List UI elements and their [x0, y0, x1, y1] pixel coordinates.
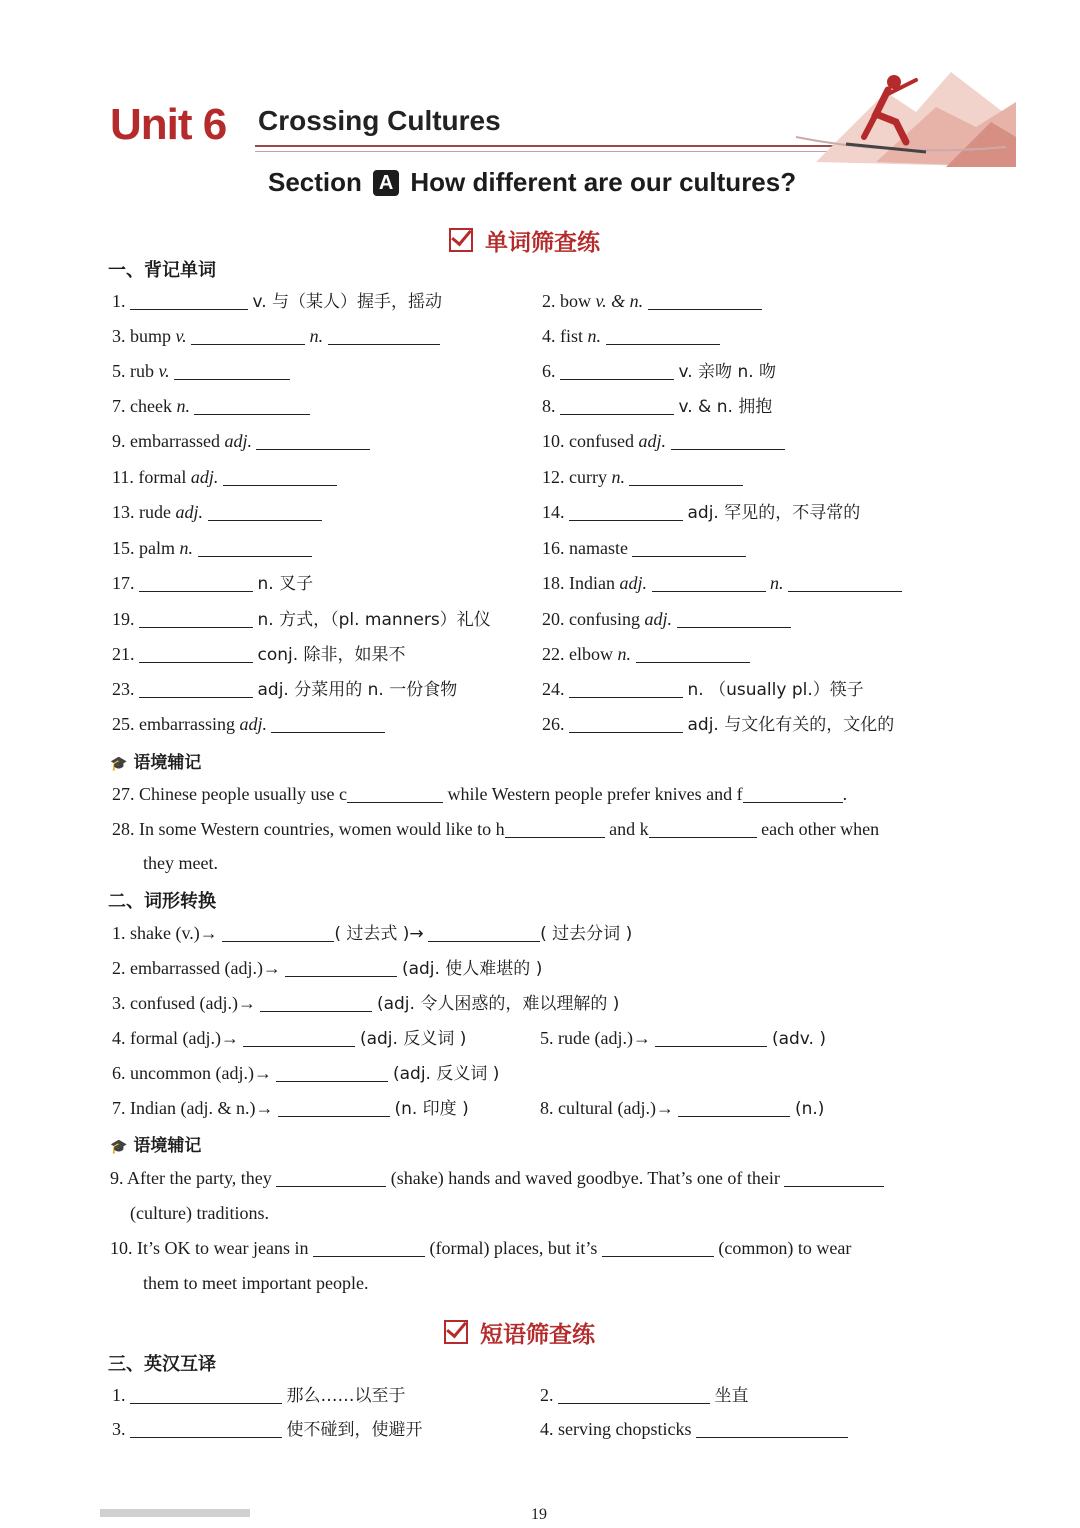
answer-blank[interactable] [569, 679, 683, 698]
item-word: elbow [569, 644, 613, 664]
answer-blank[interactable] [174, 361, 290, 380]
sentence-text: 28. In some Western countries, women would like to h [112, 819, 505, 839]
item-word: confusing [569, 609, 640, 629]
context-heading-2 [110, 1131, 201, 1156]
item-number: 18. [542, 573, 565, 593]
sentence-text: 27. Chinese people usually use c [112, 784, 347, 804]
item-word: rub [130, 361, 154, 381]
item-number: 9. [112, 431, 126, 451]
item-number: 2. [540, 1385, 554, 1405]
vocab-item-5 [112, 360, 290, 382]
answer-blank[interactable] [139, 679, 253, 698]
vocab-item-1 [112, 290, 442, 313]
item-number: 3. [112, 1419, 126, 1439]
answer-blank[interactable] [313, 1238, 425, 1257]
item-number: 13. [112, 502, 135, 522]
sentence-text: 10. It’s OK to wear jeans in [110, 1238, 309, 1258]
vocab-item-2 [542, 290, 762, 312]
transform-source: 3. confused (adj.)→ [112, 993, 256, 1013]
answer-blank[interactable] [222, 923, 334, 942]
answer-blank[interactable] [276, 1063, 388, 1082]
transform-row-6 [112, 1062, 499, 1085]
answer-blank[interactable] [560, 361, 674, 380]
part3-heading: 三、英汉互译 [108, 1354, 216, 1375]
transform-row-3 [112, 992, 619, 1015]
translate-item-2 [540, 1384, 749, 1407]
words-banner [449, 224, 600, 257]
transform-hint: (adj. 反义词 ) [392, 1064, 500, 1084]
item-pos: adj. [224, 431, 252, 451]
item-word: fist [560, 326, 584, 346]
answer-blank[interactable] [208, 502, 322, 521]
item-meaning: conj. 除非，如果不 [257, 645, 406, 665]
part1-heading: 一、背记单词 [108, 260, 216, 281]
answer-blank[interactable] [569, 714, 683, 733]
vocab-item-3 [112, 325, 440, 347]
item-word: bump [130, 326, 172, 346]
item-meaning: n. 叉子 [257, 574, 314, 594]
answer-blank[interactable] [130, 1385, 282, 1404]
vocab-item-4 [542, 325, 720, 347]
checkbox-icon [444, 1320, 468, 1344]
checkbox-icon [449, 228, 473, 252]
item-number: 22. [542, 644, 565, 664]
transform-row-5 [540, 1027, 826, 1050]
page-number: 19 [531, 1506, 547, 1523]
item-pos: n. [770, 573, 784, 593]
transform-source: 5. rude (adj.)→ [540, 1028, 651, 1048]
transform-source: 4. formal (adj.)→ [112, 1028, 239, 1048]
translate-item-3 [112, 1418, 423, 1441]
answer-blank[interactable] [649, 819, 757, 838]
answer-blank[interactable] [560, 396, 674, 415]
sentence-10 [110, 1237, 851, 1259]
item-number: 11. [112, 467, 134, 487]
item-word: confused [569, 431, 634, 451]
item-number: 5. [112, 361, 126, 381]
transform-source: 1. shake (v.)→ [112, 923, 218, 943]
vocab-item-8 [542, 395, 772, 418]
item-meaning: 使不碰到，使避开 [286, 1420, 423, 1440]
answer-blank[interactable] [677, 609, 791, 628]
item-number: 17. [112, 573, 135, 593]
answer-blank[interactable] [696, 1419, 848, 1438]
answer-blank[interactable] [558, 1385, 710, 1404]
item-number: 1. [112, 291, 126, 311]
vocab-item-10 [542, 430, 785, 452]
item-pos: n. [617, 644, 631, 664]
vocab-item-11 [112, 466, 337, 488]
context-heading-1 [110, 748, 201, 773]
item-meaning: adj. 分菜用的 n. 一份食物 [257, 680, 458, 700]
section-word: Section [268, 167, 362, 197]
item-meaning: v. 亲吻 n. 吻 [678, 362, 777, 382]
answer-blank[interactable] [602, 1238, 714, 1257]
item-pos: adj. [619, 573, 647, 593]
item-meaning: v. & n. 拥抱 [678, 397, 773, 417]
sentence-text: 9. After the party, they [110, 1168, 272, 1188]
item-number: 10. [542, 431, 565, 451]
vocab-item-18 [542, 572, 902, 594]
item-number: 8. [542, 396, 556, 416]
vocab-item-26 [542, 713, 894, 736]
item-word: formal [138, 467, 187, 487]
item-meaning: 那么……以至于 [286, 1386, 406, 1406]
item-pos: adj. [239, 714, 267, 734]
item-pos: n. [587, 326, 602, 346]
section-title [268, 167, 796, 198]
item-meaning: 坐直 [714, 1386, 749, 1406]
transform-source: 2. embarrassed (adj.)→ [112, 958, 281, 978]
sentence-28 [112, 818, 879, 840]
answer-blank[interactable] [198, 538, 312, 557]
transform-row-1 [112, 922, 632, 945]
vocab-item-12 [542, 466, 743, 488]
item-pos: v. [158, 361, 170, 381]
transform-source: 7. Indian (adj. & n.)→ [112, 1098, 274, 1118]
vocab-item-22 [542, 643, 750, 665]
transform-hint: (n. 印度 ) [394, 1099, 469, 1119]
item-number: 7. [112, 396, 126, 416]
item-pos: adj. [644, 609, 673, 629]
sentence-10-continued: them to meet important people. [143, 1273, 369, 1293]
item-number: 3. [112, 326, 126, 346]
item-word: bow [560, 291, 591, 311]
item-number: 12. [542, 467, 565, 487]
answer-blank[interactable] [743, 784, 843, 803]
item-number: 14. [542, 502, 565, 522]
answer-blank[interactable] [223, 467, 337, 486]
transform-source: 8. cultural (adj.)→ [540, 1098, 674, 1118]
sentence-text: while Western people prefer knives and f [447, 784, 743, 804]
item-number: 19. [112, 609, 135, 629]
vocab-item-15 [112, 537, 312, 559]
item-meaning: adj. 与文化有关的，文化的 [687, 715, 895, 735]
sentence-text: (formal) places, but it’s [429, 1238, 598, 1258]
vocab-item-25 [112, 713, 385, 735]
sentence-28-continued: they meet. [143, 853, 218, 873]
vocab-item-6 [542, 360, 776, 383]
item-pos: v. [175, 326, 187, 346]
answer-blank[interactable] [678, 1098, 790, 1117]
sentence-text: . [842, 784, 848, 804]
answer-blank[interactable] [191, 326, 305, 345]
item-word: palm [139, 538, 175, 558]
item-word: rude [139, 502, 171, 522]
item-number: 20. [542, 609, 565, 629]
item-meaning: adj. 罕见的，不寻常的 [687, 503, 861, 523]
answer-blank[interactable] [260, 993, 372, 1012]
answer-blank[interactable] [285, 958, 397, 977]
item-number: 4. [542, 326, 556, 346]
context-heading-label: 语境辅记 [133, 753, 202, 773]
answer-blank[interactable] [243, 1028, 355, 1047]
transform-source: 6. uncommon (adj.)→ [112, 1063, 272, 1083]
answer-blank[interactable] [328, 326, 440, 345]
graduation-cap-icon: 🎓 [110, 1139, 128, 1155]
answer-blank[interactable] [276, 1168, 386, 1187]
words-banner-label: 单词筛查练 [485, 230, 600, 256]
answer-blank[interactable] [130, 1419, 282, 1438]
unit-title: Crossing Cultures [258, 105, 501, 136]
transform-row-7 [112, 1097, 469, 1120]
item-meaning: n. （usually pl.）筷子 [687, 680, 864, 700]
item-pos: adj. [638, 431, 666, 451]
skier-illustration-icon [776, 52, 1016, 177]
item-pos: n. [611, 467, 625, 487]
answer-blank[interactable] [788, 573, 902, 592]
item-number: 24. [542, 679, 565, 699]
answer-blank[interactable] [569, 502, 683, 521]
answer-blank[interactable] [139, 644, 253, 663]
item-word: embarrassed [130, 431, 220, 451]
item-meaning: v. 与（某人）握手，摇动 [252, 292, 443, 312]
item-pos: adj. [190, 467, 219, 487]
vocab-item-16 [542, 537, 746, 559]
item-word: serving chopsticks [558, 1419, 692, 1439]
transform-hint: (n.) [794, 1099, 825, 1119]
translate-item-4 [540, 1418, 848, 1440]
sentence-9 [110, 1167, 884, 1189]
answer-blank[interactable] [648, 291, 762, 310]
transform-hint: (adj. 令人困惑的，难以理解的 ) [376, 994, 620, 1014]
translate-item-1 [112, 1384, 406, 1407]
sentence-27 [112, 783, 847, 805]
answer-blank[interactable] [636, 644, 750, 663]
item-number: 23. [112, 679, 135, 699]
sentence-text: each other when [761, 819, 880, 839]
answer-blank[interactable] [139, 609, 253, 628]
answer-blank[interactable] [632, 538, 746, 557]
answer-blank[interactable] [784, 1168, 884, 1187]
watermark-scribble-icon [100, 1506, 250, 1520]
vocab-item-7 [112, 395, 310, 417]
item-word: cheek [130, 396, 172, 416]
sentence-text: (common) to wear [718, 1238, 852, 1258]
item-word: namaste [569, 538, 628, 558]
vocab-item-14 [542, 501, 860, 524]
answer-blank[interactable] [130, 291, 248, 310]
item-number: 25. [112, 714, 135, 734]
answer-blank[interactable] [629, 467, 743, 486]
section-badge: A [373, 170, 399, 196]
transform-row-8 [540, 1097, 824, 1120]
item-pos: adj. [175, 502, 203, 522]
item-number: 6. [542, 361, 556, 381]
answer-blank[interactable] [256, 431, 370, 450]
transform-hint: (adv. ) [771, 1029, 826, 1049]
vocab-item-21 [112, 643, 406, 666]
answer-blank[interactable] [347, 784, 443, 803]
item-meaning: n. 方式，（pl. manners）礼仪 [257, 610, 491, 630]
item-number: 4. [540, 1419, 554, 1439]
vocab-item-23 [112, 678, 457, 701]
sentence-text: and k [609, 819, 649, 839]
vocab-item-19 [112, 608, 491, 631]
transform-row-4 [112, 1027, 466, 1050]
answer-blank[interactable] [652, 573, 766, 592]
answer-blank[interactable] [194, 396, 310, 415]
item-number: 21. [112, 644, 135, 664]
transform-hint: ( 过去式 )→ [334, 924, 424, 944]
sentence-9-continued: (culture) traditions. [130, 1203, 269, 1223]
answer-blank[interactable] [505, 819, 605, 838]
part2-heading: 二、词形转换 [108, 891, 216, 912]
item-pos: n. [176, 396, 190, 416]
unit-number: Unit 6 [110, 100, 227, 149]
item-word: Indian [569, 573, 615, 593]
vocab-item-17 [112, 572, 313, 595]
answer-blank[interactable] [139, 573, 253, 592]
item-pos: n. [179, 538, 193, 558]
answer-blank[interactable] [278, 1098, 390, 1117]
item-number: 2. [542, 291, 556, 311]
answer-blank[interactable] [428, 923, 540, 942]
sentence-text: (shake) hands and waved goodbye. That’s one of their [390, 1168, 780, 1188]
item-number: 1. [112, 1385, 126, 1405]
item-pos: v. & n. [595, 291, 644, 311]
answer-blank[interactable] [606, 326, 720, 345]
transform-row-2 [112, 957, 542, 980]
item-number: 26. [542, 714, 565, 734]
phrases-banner [444, 1316, 595, 1349]
item-pos: n. [309, 326, 324, 346]
vocab-item-24 [542, 678, 864, 701]
graduation-cap-icon: 🎓 [110, 756, 128, 772]
answer-blank[interactable] [271, 714, 385, 733]
answer-blank[interactable] [671, 431, 785, 450]
vocab-item-9 [112, 430, 370, 452]
vocab-item-13 [112, 501, 322, 523]
transform-hint: (adj. 反义词 ) [359, 1029, 467, 1049]
vocab-item-20 [542, 608, 791, 630]
transform-hint: (adj. 使人难堪的 ) [401, 959, 543, 979]
item-number: 15. [112, 538, 135, 558]
phrases-banner-label: 短语筛查练 [480, 1322, 595, 1348]
item-number: 16. [542, 538, 565, 558]
section-question: How different are our cultures? [410, 167, 797, 197]
answer-blank[interactable] [655, 1028, 767, 1047]
item-word: embarrassing [139, 714, 235, 734]
item-word: curry [569, 467, 607, 487]
context-heading-label: 语境辅记 [133, 1136, 202, 1156]
footer-watermark [100, 1506, 250, 1523]
transform-hint: ( 过去分词 ) [540, 924, 633, 944]
